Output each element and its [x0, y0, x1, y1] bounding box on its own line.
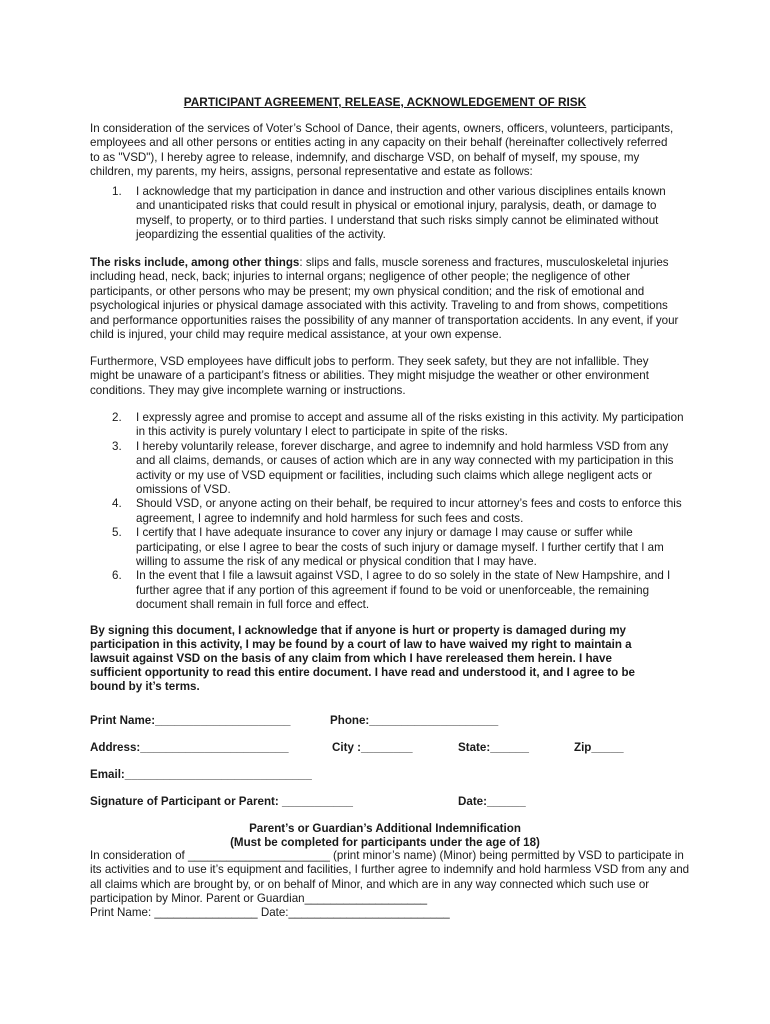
risks-lead: The risks include, among other things — [90, 256, 300, 269]
list-item-number: 2. — [112, 411, 122, 424]
list-item — [90, 185, 680, 243]
guardian-paragraph: In consideration of ______________________ (print minor’s name) (Minor) being permitted by VSD to participate in its activities and to use it’s equipment and facilities, I further agree to indemnify and hold harmless VSD from any and all claims which are brought by, or on behalf of Minor, and which are in any way connected which such use or participation by Minor. Parent or Guardian___________________ — [90, 849, 690, 906]
list-item-number: 4. — [112, 497, 122, 511]
list-item-text: I hereby voluntarily release, forever discharge, and agree to indemnify and hold harmless VSD from any and all claims, demands, or causes of action which are in any way connected with my participation in this activity or my use of VSD equipment or facilities, including such claims which allege negligent acts or omissions of VSD. — [136, 439, 674, 497]
list-item-text: I certify that I have adequate insurance to cover any injury or damage I may cause or suffer while participating, or else I agree to bear the costs of such injury or damage myself. I further certify that I am willing to assume the risk of any medical or physical condition that I may have. — [136, 526, 664, 569]
list-item — [90, 497, 690, 526]
list-item-text: In the event that I file a lawsuit against VSD, I agree to do so solely in the state of New Hampshire, and I further agree that if any portion of this agreement if found to be void or unenforceable, the remaining document shall remain in full force and effect. — [136, 569, 671, 612]
list-item-text: Should VSD, or anyone acting on their behalf, be required to incur attorney’s fees and costs to enforce this agreement, I agree to indemnify and hold harmless for such fees and costs. — [136, 497, 682, 525]
list-item-number: 3. — [112, 439, 122, 453]
list-item — [90, 526, 690, 569]
state-field[interactable]: State:______ — [458, 741, 529, 754]
signature-field[interactable]: Signature of Participant or Parent: ___________ — [90, 795, 353, 808]
date-field[interactable]: Date:______ — [458, 795, 526, 808]
address-field[interactable]: Address:_______________________ — [90, 741, 289, 754]
email-field[interactable]: Email:_____________________________ — [90, 768, 312, 781]
guardian-section-title: Parent’s or Guardian’s Additional Indemnification — [249, 822, 521, 835]
document-title: PARTICIPANT AGREEMENT, RELEASE, ACKNOWLEDGEMENT OF RISK — [183, 95, 587, 109]
acknowledgement-list — [90, 185, 680, 243]
list-item-number: 5. — [112, 526, 122, 540]
risks-paragraph — [90, 256, 680, 342]
list-item-number: 1. — [112, 185, 122, 198]
guardian-print-name-line[interactable]: Print Name: ________________ Date:_________________________ — [90, 906, 450, 919]
list-item-text: I expressly agree and promise to accept and assume all of the risks existing in this activity. My participation in this activity is purely voluntary I elect to participate in spite of the risks. — [136, 411, 684, 439]
print-name-field[interactable]: Print Name:_____________________ — [90, 714, 291, 727]
list-item — [90, 411, 690, 440]
zip-field[interactable]: Zip_____ — [574, 741, 624, 754]
furthermore-paragraph: Furthermore, VSD employees have difficult jobs to perform. They seek safety, but they are not infallible. They might be unaware of a participant’s fitness or abilities. They might misjudge the weather or other environment conditions. They may give incomplete warning or instructions. — [90, 355, 649, 397]
signing-statement: By signing this document, I acknowledge that if anyone is hurt or property is damaged during my participation in this activity, I may be found by a court of law to have waived my right to maintain a lawsuit against VSD on the basis of any claim from which I have rereleased them herein. I have sufficient opportunity to read this entire document. I have read and understood it, and I agree to be bound by it’s terms. — [90, 624, 635, 693]
guardian-section-subtitle: (Must be completed for participants under the age of 18) — [230, 836, 540, 849]
list-item-number: 6. — [112, 569, 122, 583]
list-item-text: I acknowledge that my participation in dance and instruction and other various disciplines entails known and unanticipated risks that could result in physical or emotional injury, paralysis, death, or damage to myself, to property, or to third parties. I understand that such risks simply cannot be eliminated without jeopardizing the essential qualities of the activity. — [136, 185, 666, 242]
list-item — [90, 569, 690, 612]
agreement-list — [90, 411, 690, 613]
risks-text: : slips and falls, muscle soreness and fractures, musculoskeletal injuries including head, neck, back; injuries to internal organs; negligence of other people; the negligence of other participants, or other persons who may be present; my own physical condition; and the risk of emotional and psychological injuries or physical damage associated with this activity. Traveling to and from shows, competitions and performance opportunities raises the possibility of any manner of transportation accidents. In any event, if your child is injured, your child may require medical assistance, at your own expense. — [90, 256, 679, 342]
list-item — [90, 440, 690, 498]
phone-field[interactable]: Phone:____________________ — [330, 714, 499, 727]
intro-paragraph: In consideration of the services of Voter’s School of Dance, their agents, owners, officers, volunteers, participants, employees and all other persons or entities acting in any capacity on their behalf (hereinafter collectively referred to as "VSD"), I hereby agree to release, indemnify, and discharge VSD, on behalf of myself, my spouse, my children, my parents, my heirs, assigns, personal representative and estate as follows: — [90, 122, 674, 179]
city-field[interactable]: City :________ — [332, 741, 413, 754]
